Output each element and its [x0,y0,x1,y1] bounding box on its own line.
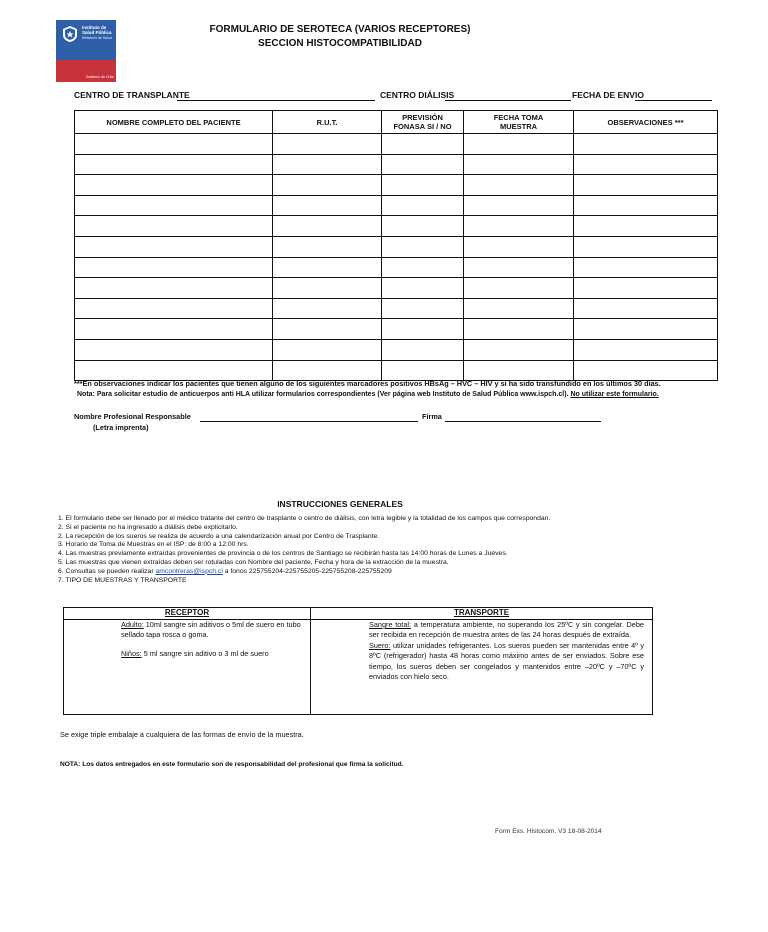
centro-transplante-field[interactable] [177,100,375,101]
table-cell[interactable] [75,154,273,175]
table-cell[interactable] [464,298,574,319]
table-row [75,216,718,237]
centro-transplante-label: CENTRO DE TRANSPLANTE [74,90,190,100]
table-cell[interactable] [464,175,574,196]
table-row [75,360,718,381]
adulto-instruction [121,620,301,640]
profesional-label: Nombre Profesional Responsable [74,412,191,421]
table-row [75,298,718,319]
table-cell[interactable] [382,154,464,175]
table-cell[interactable] [574,339,718,360]
column-header-fecha-toma: FECHA TOMA MUESTRA [464,111,574,134]
logo-institute-name: Instituto de Salud Pública [82,25,112,35]
table-row [75,175,718,196]
firma-field[interactable] [445,421,601,422]
instructions-list [58,515,550,585]
contact-email-link[interactable]: amcontreras@ispch.cl [155,567,223,575]
instruction-item: 1. El formulario debe ser llenado por el médico tratante del centro de trasplante o centro de diálisis, con letra legible y la totalidad de los campos que correspondan. [58,515,551,522]
suero-text: utilizar unidades refrigerantes. Los sueros pueden ser mantenidas entre 4º y 8ºC (refrigerador) hasta 48 horas como máximo antes de ser enviados. Sobre ese tiempo, los sueros deben ser congelados y mantenidos entre –20ºC y –70ºC y enviados con hielo seco. [369,640,644,682]
table-cell[interactable] [273,339,382,360]
table-cell[interactable] [273,319,382,340]
table-cell[interactable] [75,216,273,237]
form-subtitle: SECCION HISTOCOMPATIBILIDAD [258,38,422,49]
instruction-item: 2. Si el paciente no ha ingresado a diálisis debe explicitarlo. [58,523,238,531]
table-cell[interactable] [574,175,718,196]
sangre-label: Sangre total: [369,620,412,629]
ninos-instruction [121,649,301,659]
table-cell[interactable] [75,134,273,155]
instructions-title: INSTRUCCIONES GENERALES [277,499,403,509]
table-cell[interactable] [464,195,574,216]
contact-phones: a fonos 225755204-225755205-225755208-225755209 [222,567,392,575]
table-cell[interactable] [273,236,382,257]
table-cell[interactable] [574,278,718,299]
table-row [75,257,718,278]
table-cell[interactable] [75,339,273,360]
table-cell[interactable] [574,360,718,381]
fecha-envio-label: FECHA DE ENVIO [572,90,644,100]
profesional-field[interactable] [200,421,418,422]
table-cell[interactable] [464,154,574,175]
table-cell[interactable] [75,298,273,319]
table-row [75,339,718,360]
table-cell[interactable] [75,319,273,340]
table-cell[interactable] [75,278,273,299]
table-cell[interactable] [273,360,382,381]
table-cell[interactable] [75,236,273,257]
table-cell[interactable] [464,319,574,340]
instruction-item: 4. Las muestras previamente extraídas provenientes de provincia o de los centros de Santiago se recibirán hasta las 14:00 horas de Lunes a Jueves. [58,550,508,558]
table-row [75,278,718,299]
table-cell[interactable] [464,216,574,237]
table-cell[interactable] [75,360,273,381]
table-cell[interactable] [464,339,574,360]
table-cell[interactable] [75,175,273,196]
suero-instruction [369,641,644,683]
table-cell[interactable] [382,278,464,299]
table-row [75,236,718,257]
table-row [75,195,718,216]
table-row [75,134,718,155]
column-header-nombre: NOMBRE COMPLETO DEL PACIENTE [75,111,273,134]
firma-label: Firma [422,412,442,421]
transporte-header: TRANSPORTE [453,608,510,617]
box-divider [310,608,311,714]
responsabilidad-note: NOTA: Los datos entregados en este formulario son de responsabilidad del profesional que firma la solicitud. [60,761,404,768]
receptor-content [121,620,301,659]
table-cell[interactable] [382,339,464,360]
table-cell[interactable] [382,360,464,381]
column-header-observaciones: OBSERVACIONES *** [574,111,718,134]
ninos-text: 5 ml sangre sin aditivo o 3 ml de suero [141,649,269,658]
receptor-header: RECEPTOR [164,608,210,617]
table-cell[interactable] [574,236,718,257]
form-code: Form Exs. Histocom. V3 18-08-2014 [495,828,602,835]
table-cell[interactable] [273,134,382,155]
hla-note [77,391,659,398]
suero-label: Suero: [369,640,391,650]
table-cell[interactable] [464,257,574,278]
hla-note-text: Nota: Para solicitar estudio de anticuerpos anti HLA utilizar formularios correspondientes (Ver página web Instituto de Salud Pública www.ispch.cl). [77,391,569,398]
centro-dialisis-field[interactable] [445,100,571,101]
table-cell[interactable] [273,195,382,216]
table-cell[interactable] [382,216,464,237]
table-cell[interactable] [382,319,464,340]
observaciones-note: ***En observaciones indicar los pacientes que tienen alguno de los siguientes marcadores positivos HBsAg – HVC – HIV y si ha sido transfundido en los últimos 30 días. [74,379,661,388]
coat-of-arms-icon [61,25,79,43]
table-cell[interactable] [574,195,718,216]
table-cell[interactable] [273,278,382,299]
embalaje-note: Se exige triple embalaje a cualquiera de las formas de envío de la muestra. [60,730,304,739]
table-cell[interactable] [574,216,718,237]
table-cell[interactable] [574,257,718,278]
column-header-prevision: PREVISIÓN FONASA SI / NO [382,111,464,134]
transport-box [63,607,653,715]
table-cell[interactable] [574,319,718,340]
adulto-text: 10ml sangre sin aditivos o 5ml de suero en tubo sellado tapa rosca o goma. [121,620,301,639]
instruction-item: 2. La recepción de los sueros se realiza de acuerdo a una calendarización anual por Centro de Trasplante. [58,532,380,540]
table-cell[interactable] [382,134,464,155]
table-cell[interactable] [382,298,464,319]
patient-table [74,110,718,381]
table-cell[interactable] [382,195,464,216]
ninos-label: Niños: [121,649,142,658]
instruction-item: 7. TIPO DE MUESTRAS Y TRANSPORTE [58,576,187,584]
table-row [75,319,718,340]
form-title: FORMULARIO DE SEROTECA (VARIOS RECEPTORES) [209,24,471,35]
table-cell[interactable] [75,257,273,278]
table-row [75,154,718,175]
logo-ministry: Ministerio de Salud [82,36,112,40]
table-cell[interactable] [574,134,718,155]
instruction-item: 3. Horario de Toma de Muestras en el ISP: de 8:00 a 12:00 hrs. [58,541,249,549]
transporte-content [369,620,644,682]
sangre-text: a temperatura ambiente, no superando los 25ºC y sin congelar. Debe ser recibida en recepción de muestra antes de las 24 horas después de extraída. [369,620,644,640]
table-cell[interactable] [382,175,464,196]
adulto-label: Adulto: [121,620,144,629]
column-header-rut: R.U.T. [273,111,382,134]
sangre-instruction [369,620,644,641]
table-cell[interactable] [382,236,464,257]
contact-text: 6. Consultas se pueden realizar [58,567,154,575]
table-cell[interactable] [75,195,273,216]
instruction-item-contact [58,568,550,577]
table-header-row [75,111,718,134]
fecha-envio-field[interactable] [635,100,712,101]
table-cell[interactable] [574,154,718,175]
table-cell[interactable] [464,278,574,299]
table-cell[interactable] [273,257,382,278]
instruction-item: 5. Las muestras que vienen extraídas deben ser rotuladas con Nombre del paciente, Fecha y hora de la extracción de la muestra. [58,558,449,566]
table-cell[interactable] [574,298,718,319]
table-cell[interactable] [464,360,574,381]
logo-government: Gobierno de Chile [85,75,114,79]
table-cell[interactable] [273,298,382,319]
centro-dialisis-label: CENTRO DIÁLISIS [380,90,455,100]
table-cell[interactable] [273,216,382,237]
letra-imprenta-label: (Letra imprenta) [93,423,149,432]
table-cell[interactable] [464,236,574,257]
isp-logo [56,20,116,82]
table-cell[interactable] [273,154,382,175]
table-cell[interactable] [464,134,574,155]
hla-note-warning: No utilizar este formulario. [570,391,659,398]
table-cell[interactable] [382,257,464,278]
table-cell[interactable] [273,175,382,196]
